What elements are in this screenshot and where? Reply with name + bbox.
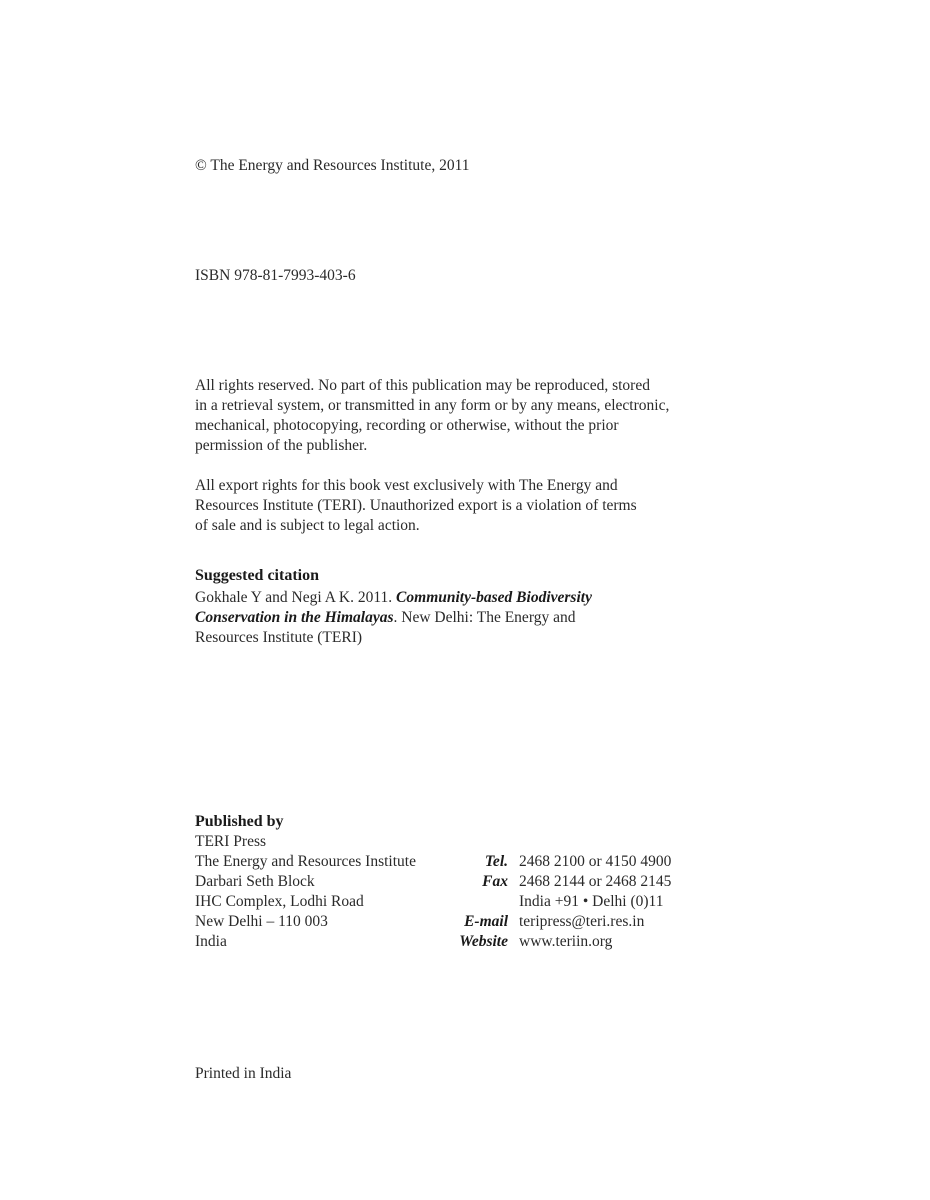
contact-value-tel: 2468 2100 or 4150 4900 [519,853,672,870]
contact-value-fax: 2468 2144 or 2468 2145 [519,873,672,890]
export-line: of sale and is subject to legal action. [195,517,420,534]
isbn-block [195,266,356,286]
suggested-citation [195,566,592,648]
publisher-row [195,912,715,932]
contact-label-website: Website [459,933,508,950]
rights-line: mechanical, photocopying, recording or otherwise, without the prior [195,417,619,434]
rights-line: in a retrieval system, or transmitted in any form or by any means, electronic, [195,397,670,414]
export-line: Resources Institute (TERI). Unauthorized export is a violation of terms [195,497,637,514]
isbn-text: ISBN 978-81-7993-403-6 [195,267,356,284]
contact-value-email: teripress@teri.res.in [519,913,645,930]
publisher-row [195,852,715,872]
contact-value-dial-code: India +91 • Delhi (0)11 [519,893,664,910]
citation-heading: Suggested citation [195,567,319,584]
address-line: IHC Complex, Lodhi Road [195,893,364,910]
publisher-contact-table [195,852,715,952]
address-line: New Delhi – 110 003 [195,913,328,930]
citation-publisher: . New Delhi: The Energy and [393,609,576,626]
publisher-row [195,892,715,912]
export-line: All export rights for this book vest exclusively with The Energy and [195,477,618,494]
contact-label-fax: Fax [482,873,508,890]
publisher-heading-block [195,812,283,852]
publisher-row [195,872,715,892]
publisher-row [195,932,715,952]
citation-title-part-1: Community-based Biodiversity [396,589,592,606]
publisher-heading: Published by [195,813,284,830]
contact-label-tel: Tel. [484,853,508,870]
address-line: The Energy and Resources Institute [195,853,416,870]
address-line: India [195,933,227,950]
rights-line: All rights reserved. No part of this publication may be reproduced, stored [195,377,650,394]
rights-paragraph [195,376,669,456]
contact-label-email: E-mail [464,913,508,930]
copyright-text: © The Energy and Resources Institute, 2011 [195,157,470,174]
citation-authors: Gokhale Y and Negi A K. 2011. [195,589,397,606]
citation-line-1 [195,588,592,608]
rights-line: permission of the publisher. [195,437,368,454]
citation-line-2 [195,608,592,628]
address-line: Darbari Seth Block [195,873,315,890]
contact-value-website: www.teriin.org [519,933,613,950]
printed-in-block [195,1064,291,1084]
printed-in-text: Printed in India [195,1065,292,1082]
citation-line-3: Resources Institute (TERI) [195,629,363,646]
copyright-notice [195,156,470,176]
publisher-name: TERI Press [195,833,267,850]
export-paragraph [195,476,637,536]
citation-title-part-2: Conservation in the Himalayas [195,609,394,626]
